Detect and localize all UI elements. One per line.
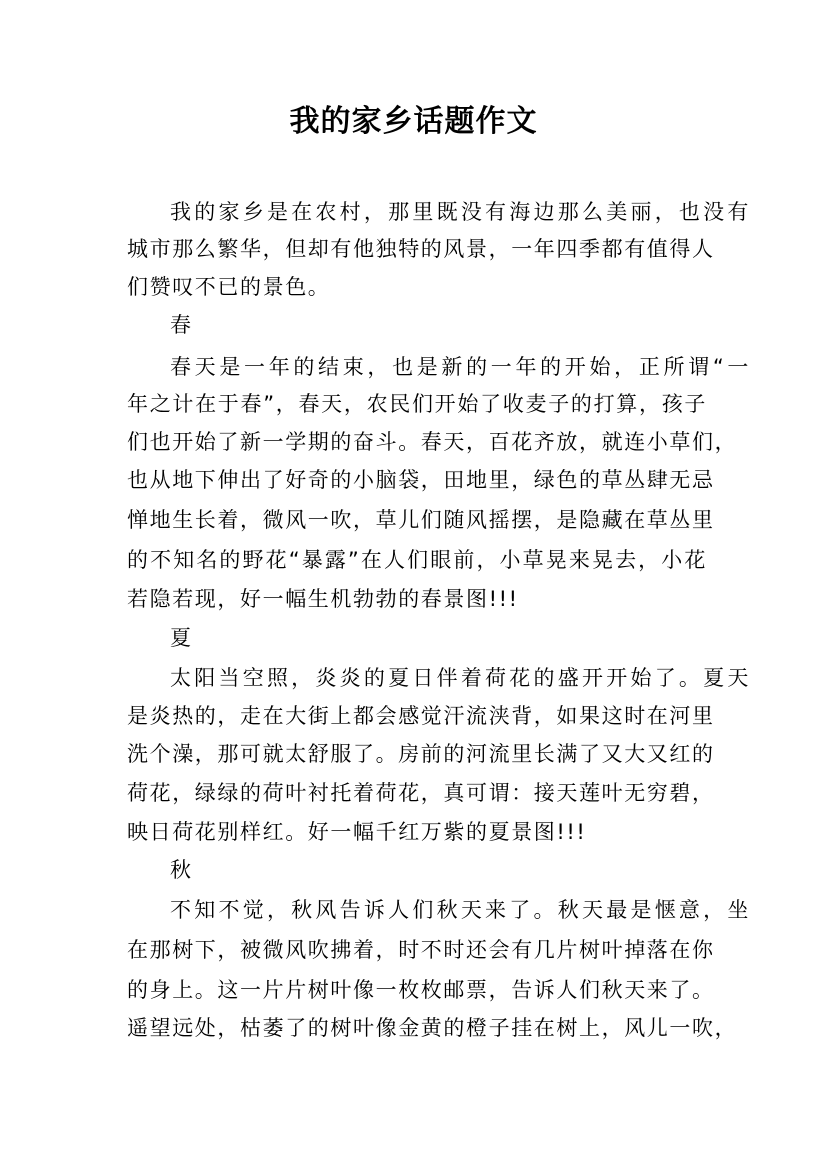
section-heading-summer: 夏 <box>170 626 193 650</box>
paragraph-line: 们赞叹不已的景色。 <box>127 275 331 299</box>
paragraph-line: 惮地生长着，微风一吹，草儿们随风摇摆，是隐藏在草丛里 <box>127 508 715 532</box>
paragraph-line: 也从地下伸出了好奇的小脑袋，田地里，绿色的草丛肆无忌 <box>127 468 715 492</box>
section-heading-autumn: 秋 <box>170 858 193 882</box>
paragraph-line: 是炎热的，走在大街上都会感觉汗流浃背，如果这时在河里 <box>127 704 715 728</box>
paragraph-line: 我的家乡是在农村，那里既没有海边那么美丽，也没有 <box>170 200 750 224</box>
paragraph-line: 不知不觉，秋风告诉人们秋天来了。秋天最是惬意，坐 <box>170 898 750 922</box>
paragraph-line: 年之计在于春”，春天，农民们开始了收麦子的打算，孩子 <box>127 392 707 416</box>
paragraph-line: 映日荷花别样红。好一幅千红万紫的夏景图!!! <box>127 820 587 844</box>
paragraph-line: 太阳当空照，炎炎的夏日伴着荷花的盛开开始了。夏天 <box>170 666 750 690</box>
paragraph-line: 们也开始了新一学期的奋斗。春天，百花齐放，就连小草们， <box>127 430 738 454</box>
paragraph-line: 的身上。这一片片树叶像一枚枚邮票，告诉人们秋天来了。 <box>127 978 715 1002</box>
section-heading-spring: 春 <box>170 313 193 337</box>
paragraph-line: 洗个澡，那可就太舒服了。房前的河流里长满了又大又红的 <box>127 742 715 766</box>
paragraph-line: 荷花，绿绿的荷叶衬托着荷花，真可谓：接天莲叶无穷碧， <box>127 781 715 805</box>
paragraph-line: 在那树下，被微风吹拂着，时不时还会有几片树叶掉落在你 <box>127 938 715 962</box>
paragraph-line: 遥望远处，枯萎了的树叶像金黄的橙子挂在树上，风儿一吹， <box>127 1016 738 1040</box>
paragraph-line: 春天是一年的结束，也是新的一年的开始，正所谓“一 <box>170 355 750 379</box>
paragraph-line: 的不知名的野花“暴露”在人们眼前，小草晃来晃去，小花 <box>127 548 707 572</box>
document-title: 我的家乡话题作文 <box>289 104 538 139</box>
paragraph-line: 若隐若现，好一幅生机勃勃的春景图!!! <box>127 587 519 611</box>
paragraph-line: 城市那么繁华，但却有他独特的风景，一年四季都有值得人 <box>127 237 715 261</box>
